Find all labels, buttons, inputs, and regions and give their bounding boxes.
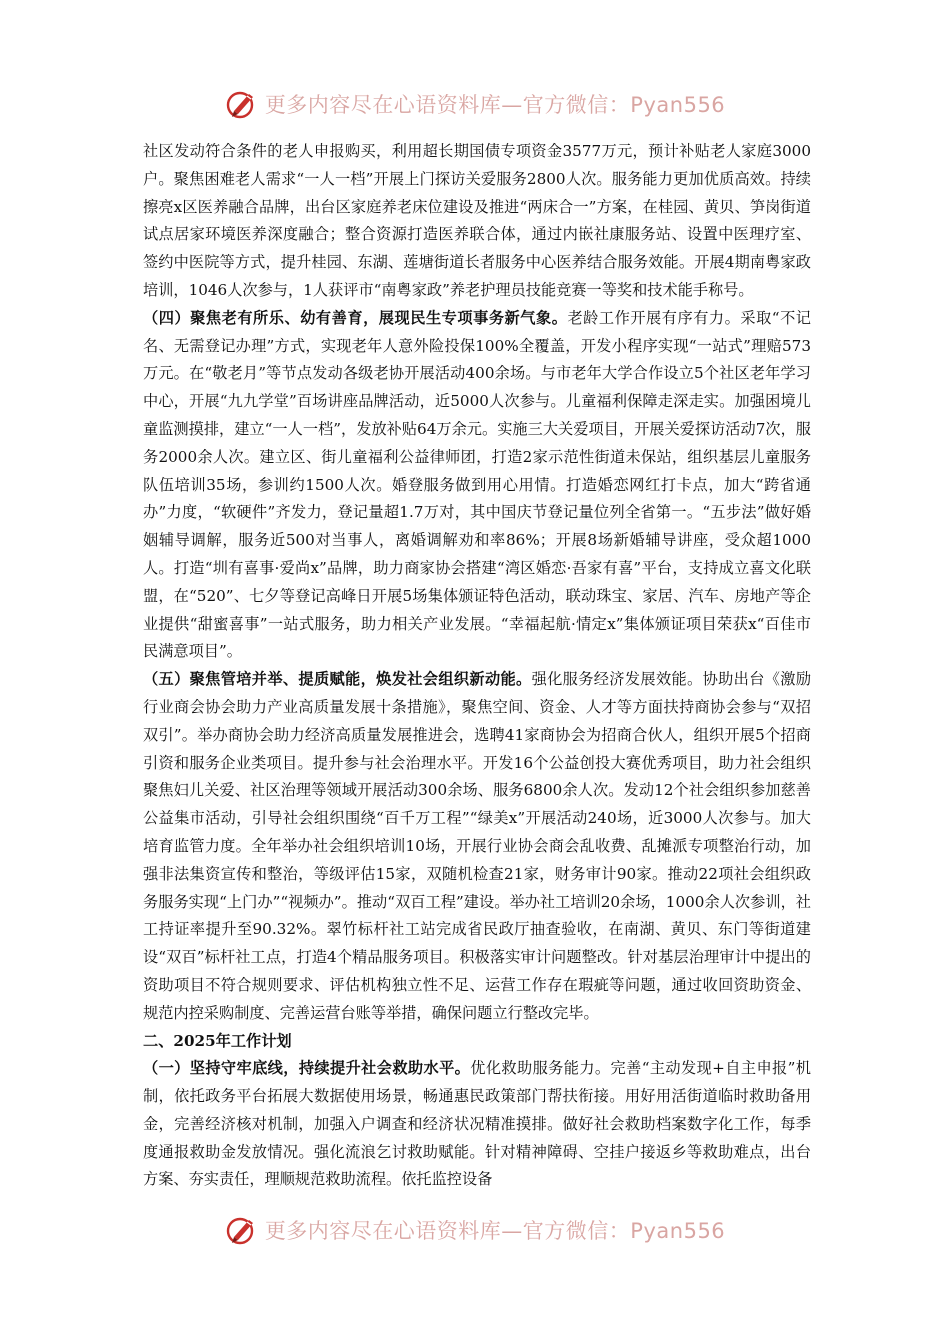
paragraph-text: 优化救助服务能力。完善“主动发现+自主申报”机制，依托政务平台拓展大数据使用场景，畅通惠民政策部门帮扶衔接。用好用活街道临时救助备用金，完善经济核对机制，加强入户调查和经济状况精准摸排。做好社会救助档案数字化工作，每季度通报救助金发放情况。强化流浪乞讨救助赋能。针对精神障碍、空挂户接返乡等救助难点，出台方案、夯实责任，理顺规范救助流程。依托监控设备 bbox=[143, 1059, 811, 1189]
section-heading: （一）坚持守牢底线，持续提升社会救助水平。 bbox=[143, 1059, 471, 1078]
watermark-banner-bottom bbox=[0, 1210, 950, 1250]
paragraph-text: 老龄工作开展有序有力。采取“不记名、无需登记办理”方式，实现老年人意外险投保100%全覆盖，开发小程序实现“一站式”理赔573万元。在“敬老月”等节点发动各级老协开展活动400余场。与市老年大学合作设立5个社区老年学习中心，开展“九九学堂”百场讲座品牌活动，近5000人次参与。儿童福利保障走深走实。加强困境儿童监测摸排，建立“一人一档”，发放补贴64万余元。实施三大关爱项目，开展关爱探访活动7次，服务2000余人次。建立区、街儿童福利公益律师团，打造2家示范性街道未保站，组织基层儿童服务队伍培训35场，参训约1500人次。婚登服务做到用心用情。打造婚恋网红打卡点，加大“跨省通办”力度，“软硬件”齐发力，登记量超1.7万对，其中国庆节登记量位列全省第一。“五步法”做好婚姻辅导调解，服务近500对当事人，离婚调解劝和率86%；开展8场新婚辅导讲座，受众超1000人。打造“圳有喜事·爱尚x”品牌，助力商家协会搭建“湾区婚恋·吾家有喜”平台，支持成立喜文化联盟，在“520”、七夕等登记高峰日开展5场集体颁证特色活动，联动珠宝、家居、汽车、房地产等企业提供“甜蜜喜事”一站式服务，助力相关产业发展。“幸福起航·情定x”集体颁证项目荣获x“百佳市民满意项目”。 bbox=[143, 308, 811, 661]
paragraph-4 bbox=[143, 1028, 811, 1056]
paragraph-text: 强化服务经济发展效能。协助出台《激励行业商会协会助力产业高质量发展十条措施》，聚焦空间、资金、人才等方面扶持商协会参与“双招双引”。举办商协会助力经济高质量发展推进会，选聘41家商协会为招商合伙人，组织开展5个招商引资和服务企业类项目。提升参与社会治理水平。开发16个公益创投大赛优秀项目，助力社会组织聚焦妇儿关爱、社区治理等领域开展活动300余场、服务6800余人次。发动12个社会组织参加慈善公益集市活动，引导社会组织围绕“百千万工程”“绿美x”开展活动240场，近3000人次参与。加大培育监管力度。全年举办社会组织培训10场，开展行业协会商会乱收费、乱摊派专项整治行动，加强非法集资宣传和整治，等级评估15家，双随机检查21家，财务审计90家。推动22项社会组织政务服务实现“上门办”“视频办”。推动“双百工程”建设。举办社工培训20余场，1000余人次参训，社工持证率提升至90.32%。翠竹标杆社工站完成省民政厅抽查验收，在南湖、黄贝、东门等街道建设“双百”标杆社工点，打造4个精品服务项目。积极落实审计问题整改。针对基层治理审计中提出的资助项目不符合规则要求、评估机构独立性不足、运营工作存在瑕疵等问题，通过收回资助资金、规范内控采购制度、完善运营台账等举措，确保问题立行整改完毕。 bbox=[143, 670, 812, 1022]
section-heading: （四）聚焦老有所乐、幼有善育，展现民生专项事务新气象。 bbox=[143, 308, 568, 327]
watermark-text: 更多内容尽在心语资料库—官方微信：Pyan556 bbox=[264, 1219, 726, 1243]
document-body bbox=[143, 138, 811, 1194]
pen-logo-icon bbox=[225, 1213, 259, 1247]
paragraph-text: 社区发动符合条件的老人申报购买，利用超长期国债专项资金3577万元，预计补贴老人家庭3000户。聚焦困难老人需求“一人一档”开展上门探访关爱服务2800人次。服务能力更加优质高效。持续擦亮x区医养融合品牌，出台区家庭养老床位建设及推进“两床合一”方案，在桂园、黄贝、笋岗街道试点居家环境医养深度融合；整合资源打造医养联合体，通过内嵌社康服务站、设置中医理疗室、签约中医院等方式，提升桂园、东湖、莲塘街道长者服务中心医养结合服务效能。开展4期南粤家政培训，1046人次参与，1人获评市“南粤家政”养老护理员技能竞赛一等奖和技术能手称号。 bbox=[143, 142, 811, 299]
watermark-banner-top bbox=[0, 84, 950, 124]
watermark-text: 更多内容尽在心语资料库—官方微信：Pyan556 bbox=[264, 93, 726, 117]
section-heading: （五）聚焦管培并举、提质赋能，焕发社会组织新动能。 bbox=[143, 670, 532, 689]
paragraph-5 bbox=[143, 1055, 811, 1194]
pen-logo-icon bbox=[225, 87, 259, 121]
paragraph-2 bbox=[143, 305, 811, 666]
paragraph-1 bbox=[143, 138, 811, 305]
paragraph-3 bbox=[143, 666, 811, 1027]
chapter-heading: 二、2025年工作计划 bbox=[143, 1031, 292, 1050]
